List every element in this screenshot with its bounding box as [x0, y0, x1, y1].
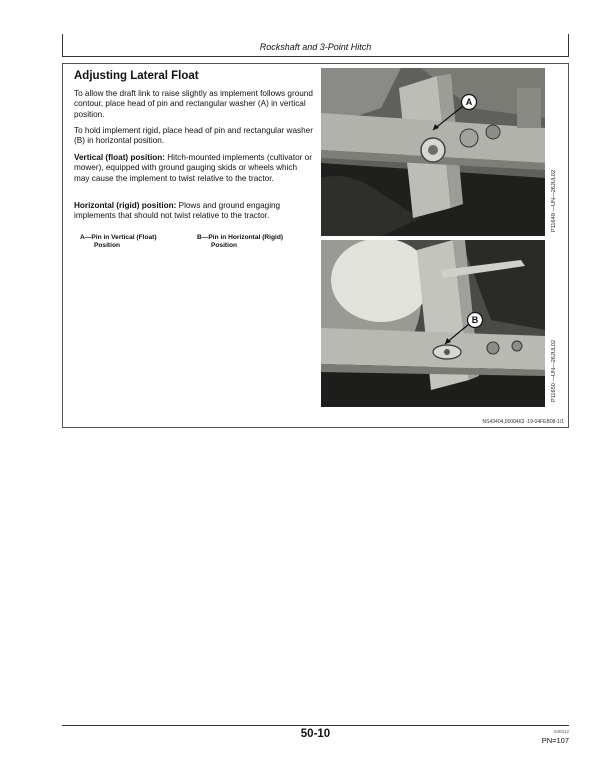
legend-item-a — [80, 234, 190, 250]
pn-number: PN=107 — [541, 736, 569, 745]
header-rule — [62, 56, 569, 57]
page-number: 50-10 — [300, 728, 331, 740]
legend-b-continuation: Position — [211, 242, 238, 249]
legend-a-continuation: Position — [94, 242, 121, 249]
legend-a-label: A—Pin in Vertical (Float) — [80, 234, 157, 241]
figure-id-2: P11650 —UN—26JUL02 — [551, 339, 557, 402]
callout-b-label: B — [471, 315, 479, 325]
vertical-position-lead: Vertical (float) position: — [74, 153, 165, 162]
section-title: Adjusting Lateral Float — [74, 70, 199, 82]
callout-a-label: A — [465, 97, 473, 107]
footer-rule — [62, 725, 569, 726]
figure-id-1: P11649 —UN—26JUL02 — [551, 169, 557, 232]
horizontal-position-lead: Horizontal (rigid) position: — [74, 201, 177, 210]
vertical-position-text: Hitch-mounted implements (cultivator or mower), equipped with ground gauging skids or wheels which may cause the implement to twist relative to the tractor. — [74, 153, 312, 183]
paragraph-float-instruction: To allow the draft link to raise slightly as implement follows ground contour, place head of pin and rectangular washer (A) in vertical position. — [74, 89, 313, 119]
photo-pin-horizontal — [321, 240, 545, 407]
legend-item-b — [197, 234, 307, 250]
document-reference: NS43404,0000463 -19-04FEB08-1/1 — [482, 419, 564, 425]
photo-pin-horizontal-image — [321, 240, 545, 407]
running-head: Rockshaft and 3-Point Hitch — [259, 42, 372, 52]
horizontal-position-text: Plows and ground engaging implements that should not twist relative to the tractor. — [74, 201, 281, 221]
footer-code: 040312 — [553, 729, 569, 734]
photo-pin-vertical-image — [321, 68, 545, 236]
paragraph-horizontal-position — [74, 201, 314, 222]
paragraph-rigid-instruction: To hold implement rigid, place head of pin and rectangular washer (B) in horizontal position. — [74, 126, 313, 146]
legend-b-label: B—Pin in Horizontal (Rigid) — [197, 234, 284, 241]
photo-pin-vertical — [321, 68, 545, 236]
paragraph-vertical-position — [74, 153, 314, 184]
